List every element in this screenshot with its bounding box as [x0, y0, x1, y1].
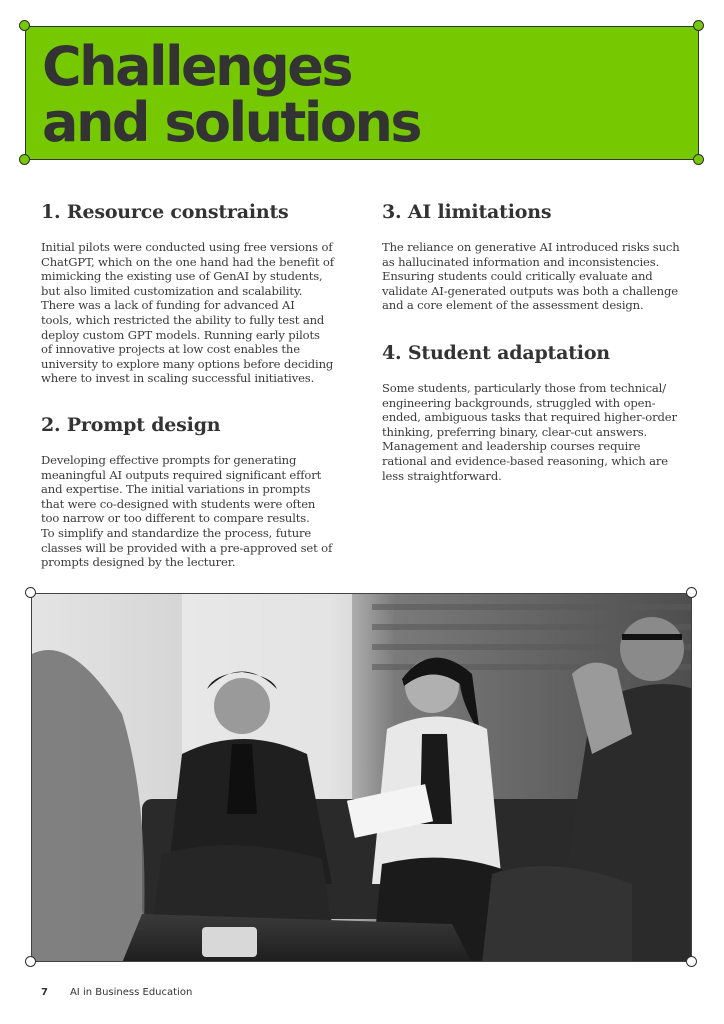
- page-title: [42, 35, 421, 154]
- section-body: The reliance on generative AI introduced risks such as hallucinated information and inconsistencies. Ensuring students could critically evaluate and validate AI-generated outputs was both a challenge and a core element of the assessment design.: [382, 240, 680, 313]
- photo-handle-top-left: [25, 587, 36, 598]
- photo-handle-top-right: [686, 587, 697, 598]
- section-body: Initial pilots were conducted using free versions of ChatGPT, which on the one hand had the benefit of mimicking the existing use of GenAI by students, but also limited customization and scalability. There was a lack of funding for advanced AI tools, which restricted the ability to fully test and deploy custom GPT models. Running early pilots of innovative projects at low cost enables the university to explore many options before deciding where to invest in scaling successful initiatives.: [41, 240, 334, 386]
- banner-handle-top-right: [693, 20, 704, 31]
- section-body: Developing effective prompts for generating meaningful AI outputs required significant effort and expertise. The initial variations in prompts that were co-designed with students were often too narrow or too different to compare results. To simplify and standardize the process, future classes will be provided with a pre-approved set of prompts designed by the lecturer.: [41, 453, 333, 570]
- banner-handle-bottom-right: [693, 154, 704, 165]
- section-ai-limitations: [382, 200, 682, 313]
- photo-handle-bottom-right: [686, 956, 697, 967]
- section-heading: 4. Student adaptation: [382, 342, 610, 364]
- publication-title: AI in Business Education: [69, 987, 193, 998]
- page-footer: [41, 987, 192, 998]
- page-title-line-1: Challenges: [42, 35, 352, 98]
- section-prompt-design: [41, 413, 341, 570]
- page-title-line-2: and solutions: [42, 91, 421, 154]
- section-student-adaptation: [382, 341, 682, 483]
- section-heading: 1. Resource constraints: [41, 201, 289, 223]
- meeting-photo: [31, 593, 692, 962]
- page-number: 7: [41, 987, 48, 998]
- section-heading: 2. Prompt design: [41, 414, 221, 436]
- photo-handle-bottom-left: [25, 956, 36, 967]
- section-resource-constraints: [41, 200, 341, 386]
- section-body: Some students, particularly those from technical/ engineering backgrounds, struggled with open- ended, ambiguous tasks that required higher-order thinking, preferring binary, clear-cut answers. Management and leadership courses require rational and evidence-based reasoning, which are less straightforward.: [382, 381, 677, 483]
- banner-handle-bottom-left: [19, 154, 30, 165]
- section-heading: 3. AI limitations: [382, 201, 552, 223]
- banner-handle-top-left: [19, 20, 30, 31]
